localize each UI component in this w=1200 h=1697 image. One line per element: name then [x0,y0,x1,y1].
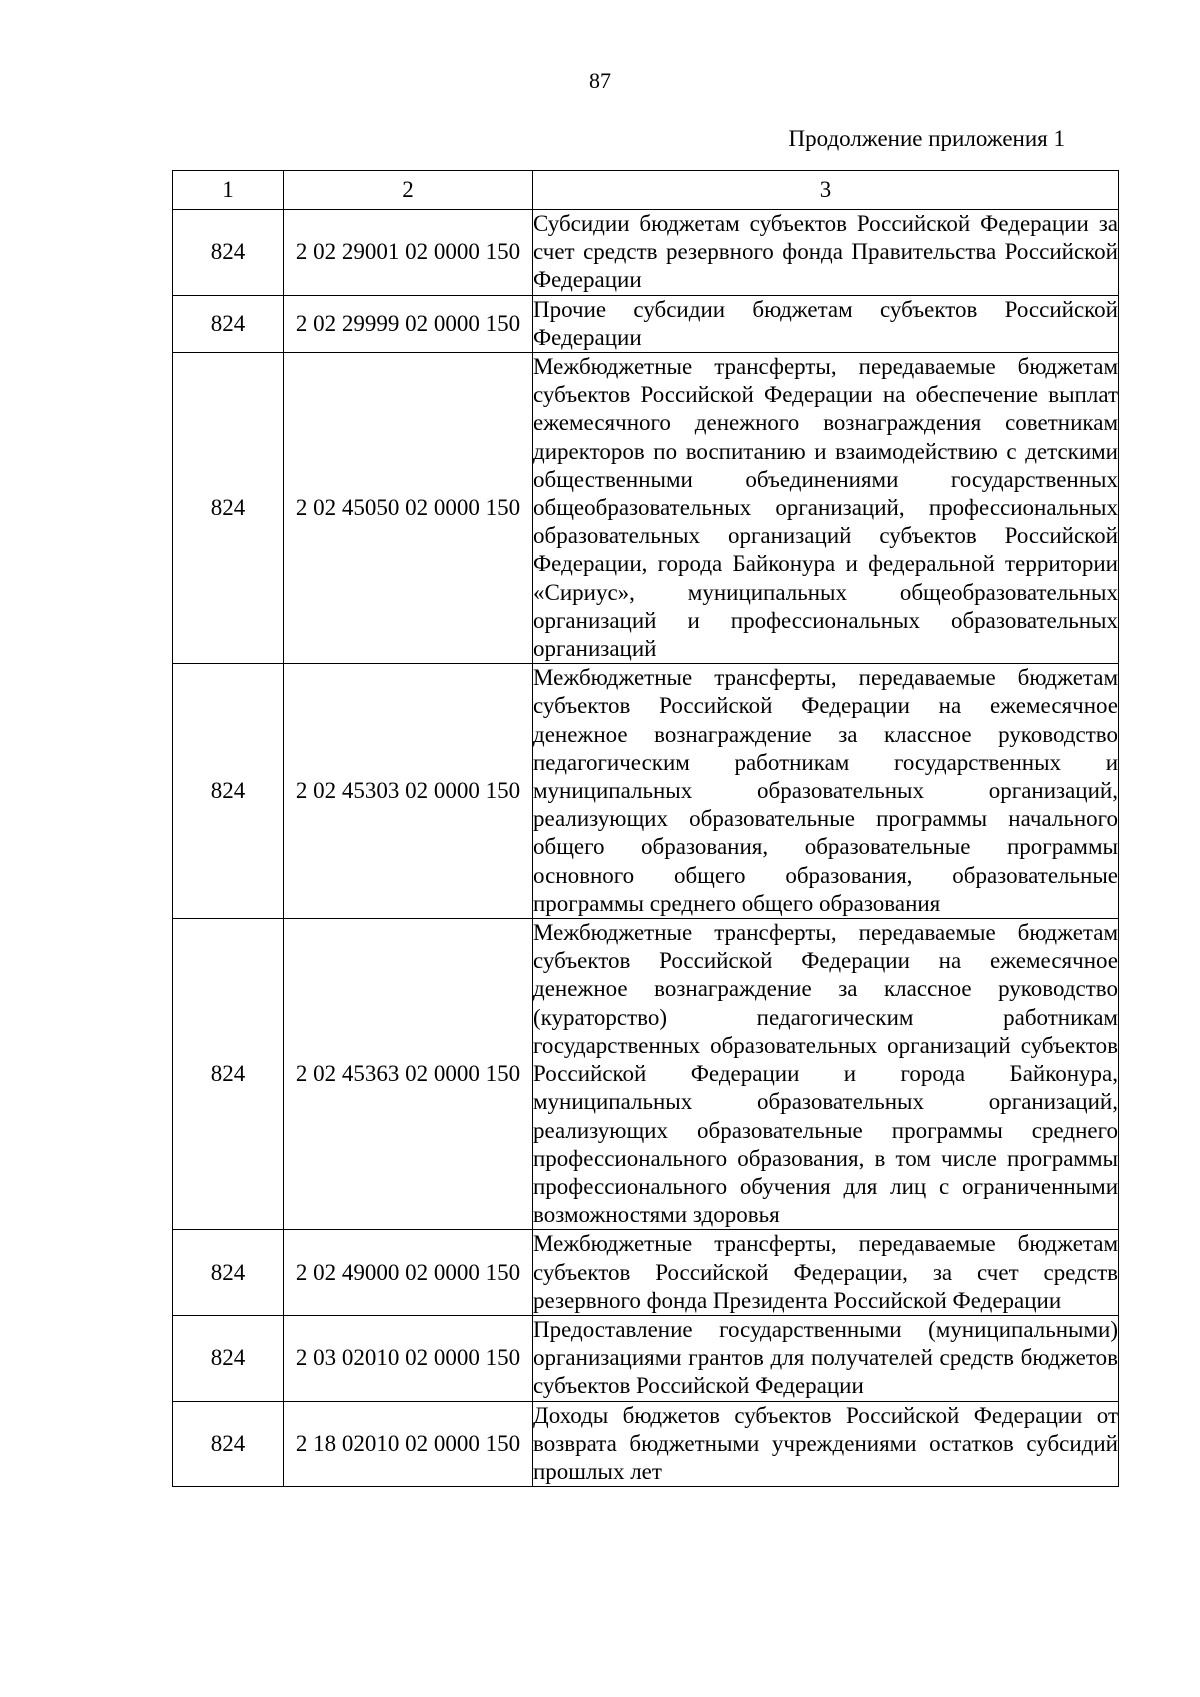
column-header-1: 1 [173,171,284,210]
column-header-3: 3 [533,171,1119,210]
admin-code-cell: 824 [173,1315,284,1401]
table-row [173,295,1119,352]
table-row [173,664,1119,919]
admin-code-cell: 824 [173,1230,284,1316]
description-cell: Предоставление государственными (муниципальными) организациями грантов для получателей средств бюджетов субъектов Российской Федерации [533,1315,1119,1401]
admin-code-cell: 824 [173,210,284,296]
revenue-code-cell: 2 02 29001 02 0000 150 [284,210,533,296]
admin-code-cell: 824 [173,1401,284,1487]
revenue-code-cell: 2 02 45363 02 0000 150 [284,919,533,1230]
table-row [173,1315,1119,1401]
admin-code-cell: 824 [173,919,284,1230]
table-row [173,210,1119,296]
revenue-code-cell: 2 18 02010 02 0000 150 [284,1401,533,1487]
table-row [173,353,1119,664]
admin-code-cell: 824 [173,664,284,919]
revenue-code-cell: 2 02 45303 02 0000 150 [284,664,533,919]
budget-codes-table [172,170,1119,1487]
revenue-code-cell: 2 03 02010 02 0000 150 [284,1315,533,1401]
description-cell: Субсидии бюджетам субъектов Российской Федерации за счет средств резервного фонда Правительства Российской Федерации [533,210,1119,296]
revenue-code-cell: 2 02 29999 02 0000 150 [284,295,533,352]
description-cell: Межбюджетные трансферты, передаваемые бюджетам субъектов Российской Федерации, за счет средств резервного фонда Президента Российской Федерации [533,1230,1119,1316]
description-cell: Межбюджетные трансферты, передаваемые бюджетам субъектов Российской Федерации на обеспечение выплат ежемесячного денежного вознаграждения советникам директоров по воспитанию и взаимодействию с детскими общественными объединениями государственных общеобразовательных организаций, профессиональных образовательных организаций субъектов Российской Федерации, города Байконура и федеральной территории «Сириус», муниципальных общеобразовательных организаций и профессиональных образовательных организаций [533,353,1119,664]
description-cell: Доходы бюджетов субъектов Российской Федерации от возврата бюджетными учреждениями остатков субсидий прошлых лет [533,1401,1119,1487]
description-cell: Межбюджетные трансферты, передаваемые бюджетам субъектов Российской Федерации на ежемесячное денежное вознаграждение за классное руководство (кураторство) педагогическим работникам государственных образовательных организаций субъектов Российской Федерации и города Байконура, муниципальных образовательных организаций, реализующих образовательные программы среднего профессионального образования, в том числе программы профессионального обучения для лиц с ограниченными возможностями здоровья [533,919,1119,1230]
column-header-2: 2 [284,171,533,210]
revenue-code-cell: 2 02 49000 02 0000 150 [284,1230,533,1316]
page-number: 87 [589,68,611,93]
revenue-code-cell: 2 02 45050 02 0000 150 [284,353,533,664]
admin-code-cell: 824 [173,353,284,664]
description-cell: Прочие субсидии бюджетам субъектов Российской Федерации [533,295,1119,352]
table-row [173,1401,1119,1487]
admin-code-cell: 824 [173,295,284,352]
header-row [173,171,1119,210]
table-row [173,919,1119,1230]
description-cell: Межбюджетные трансферты, передаваемые бюджетам субъектов Российской Федерации на ежемесячное денежное вознаграждение за классное руководство педагогическим работникам государственных и муниципальных образовательных организаций, реализующих образовательные программы начального общего образования, образовательные программы основного общего образования, образовательные программы среднего общего образования [533,664,1119,919]
table-row [173,1230,1119,1316]
appendix-continuation-note: Продолжение приложения 1 [788,126,1065,151]
